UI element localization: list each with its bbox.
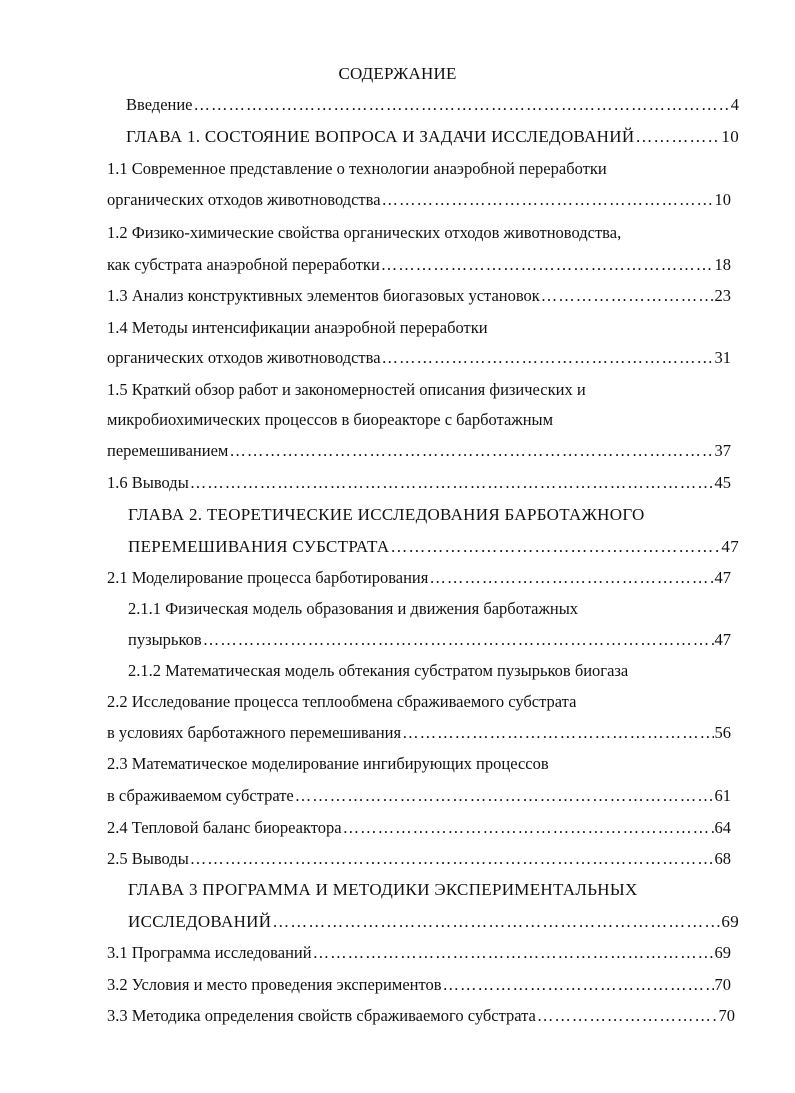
toc-entry-text: ИССЛЕДОВАНИЙ: [128, 912, 272, 931]
toc-entry-text: перемешиванием: [107, 441, 229, 460]
toc-entry-text: 2.5 Выводы: [107, 849, 189, 868]
toc-entry-text: как субстрата анаэробной переработки: [107, 255, 380, 274]
toc-page-number: 69: [714, 943, 731, 962]
toc-page-number: 47: [714, 630, 731, 649]
toc-entry-text: 1.6 Выводы: [107, 473, 189, 492]
toc-entry-1-2-line2: [107, 255, 731, 275]
toc-chapter-2-line2: [128, 537, 739, 557]
toc-entry-intro: [126, 95, 739, 115]
toc-entry-2-1-1-line2: [128, 630, 731, 650]
dot-leader: [190, 473, 714, 493]
toc-entry-text: 2.1.1 Физическая модель образования и движения барботажных: [128, 599, 579, 618]
dot-leader: [635, 127, 720, 147]
toc-entry-text: 1.2 Физико-химические свойства органических отходов животноводства,: [107, 223, 622, 242]
toc-entry-1-5-line1: [107, 380, 586, 400]
toc-entry-text: ГЛАВА 2. ТЕОРЕТИЧЕСКИЕ ИССЛЕДОВАНИЯ БАРБОТАЖНОГО: [128, 505, 645, 524]
toc-entry-text: ГЛАВА 1. СОСТОЯНИЕ ВОПРОСА И ЗАДАЧИ ИССЛЕДОВАНИЙ: [126, 127, 635, 146]
toc-entry-1-1-line1: [107, 159, 607, 179]
toc-entry-text: 1.5 Краткий обзор работ и закономерностей описания физических и: [107, 380, 586, 399]
toc-entry-3-2: [107, 975, 731, 995]
toc-page-number: 61: [714, 786, 731, 805]
toc-page-number: 70: [718, 1006, 735, 1025]
toc-page-number: 45: [714, 473, 731, 492]
toc-entry-text: 3.2 Условия и место проведения экспериментов: [107, 975, 442, 994]
toc-page-number: 64: [714, 818, 731, 837]
toc-entry-text: органических отходов животноводства: [107, 348, 381, 367]
dot-leader: [382, 190, 714, 210]
dot-leader: [429, 568, 713, 588]
toc-title: СОДЕРЖАНИЕ: [338, 64, 457, 83]
toc-entry-text: 2.1 Моделирование процесса барботирования: [107, 568, 429, 587]
toc-entry-2-1-2: [128, 661, 628, 681]
toc-chapter-3-line2: [128, 912, 739, 932]
toc-entry-1-4-line2: [107, 348, 731, 368]
toc-entry-text: 1.3 Анализ конструктивных элементов биогазовых установок: [107, 286, 540, 305]
toc-entry-text: в условиях барботажного перемешивания: [107, 723, 402, 742]
dot-leader: [313, 943, 714, 963]
toc-entry-2-2-line2: [107, 723, 731, 743]
dot-leader: [194, 95, 730, 115]
toc-entry-3-3: [107, 1006, 735, 1026]
toc-page-number: 69: [721, 912, 739, 931]
dot-leader: [229, 441, 713, 461]
toc-page-number: 4: [730, 95, 739, 114]
toc-entry-text: органических отходов животноводства: [107, 190, 381, 209]
toc-page-number: 31: [714, 348, 731, 367]
toc-entry-2-1: [107, 568, 731, 588]
toc-entry-text: Введение: [126, 95, 193, 114]
toc-entry-1-5-line3: [107, 441, 731, 461]
toc-entry-text: 2.4 Тепловой баланс биореактора: [107, 818, 342, 837]
toc-entry-2-2-line1: [107, 692, 576, 712]
toc-entry-text: 2.1.2 Математическая модель обтекания субстратом пузырьков биогаза: [128, 661, 629, 680]
toc-chapter-1: [126, 127, 739, 147]
dot-leader: [390, 537, 720, 557]
toc-entry-text: в сбраживаемом субстрате: [107, 786, 294, 805]
toc-entry-3-1: [107, 943, 731, 963]
toc-page-number: 56: [714, 723, 731, 742]
toc-chapter-3-line1: [128, 880, 638, 900]
toc-page-number: 10: [714, 190, 731, 209]
toc-entry-1-6: [107, 473, 731, 493]
dot-leader: [382, 348, 714, 368]
toc-entry-text: ПЕРЕМЕШИВАНИЯ СУБСТРАТА: [128, 537, 390, 556]
toc-entry-text: микробиохимических процессов в биореакторе с барботажным: [107, 410, 554, 429]
dot-leader: [541, 286, 714, 306]
dot-leader: [295, 786, 714, 806]
toc-entry-1-4-line1: [107, 318, 488, 338]
toc-page-number: 23: [714, 286, 731, 305]
toc-entry-text: 1.1 Современное представление о технологии анаэробной переработки: [107, 159, 607, 178]
toc-entry-text: 2.2 Исследование процесса теплообмена сбраживаемого субстрата: [107, 692, 577, 711]
dot-leader: [272, 912, 720, 932]
toc-page-number: 18: [714, 255, 731, 274]
dot-leader: [343, 818, 714, 838]
dot-leader: [402, 723, 713, 743]
dot-leader: [190, 849, 714, 869]
toc-entry-text: ГЛАВА 3 ПРОГРАММА И МЕТОДИКИ ЭКСПЕРИМЕНТАЛЬНЫХ: [128, 880, 638, 899]
toc-entry-text: 2.3 Математическое моделирование ингибирующих процессов: [107, 754, 549, 773]
toc-entry-text: 1.4 Методы интенсификации анаэробной переработки: [107, 318, 488, 337]
toc-page-number: 37: [714, 441, 731, 460]
toc-entry-2-3-line2: [107, 786, 731, 806]
toc-entry-text: пузырьков: [128, 630, 202, 649]
dot-leader: [203, 630, 714, 650]
toc-entry-1-3: [107, 286, 731, 306]
toc-page-number: 47: [721, 537, 739, 556]
toc-page-number: 47: [714, 568, 731, 587]
toc-entry-text: 3.3 Методика определения свойств сбраживаемого субстрата: [107, 1006, 536, 1025]
toc-entry-2-3-line1: [107, 754, 549, 774]
toc-chapter-2-line1: [128, 505, 645, 525]
toc-entry-2-5: [107, 849, 731, 869]
toc-page-number: 10: [721, 127, 739, 146]
toc-entry-2-1-1-line1: [128, 599, 578, 619]
toc-entry-1-2-line1: [107, 223, 621, 243]
dot-leader: [381, 255, 714, 275]
toc-entry-1-1-line2: [107, 190, 731, 210]
toc-entry-2-4: [107, 818, 731, 838]
toc-page-number: 70: [714, 975, 731, 994]
dot-leader: [443, 975, 714, 995]
toc-entry-1-5-line2: [107, 410, 553, 430]
dot-leader: [537, 1006, 718, 1026]
toc-page-number: 68: [714, 849, 731, 868]
toc-entry-text: 3.1 Программа исследований: [107, 943, 312, 962]
